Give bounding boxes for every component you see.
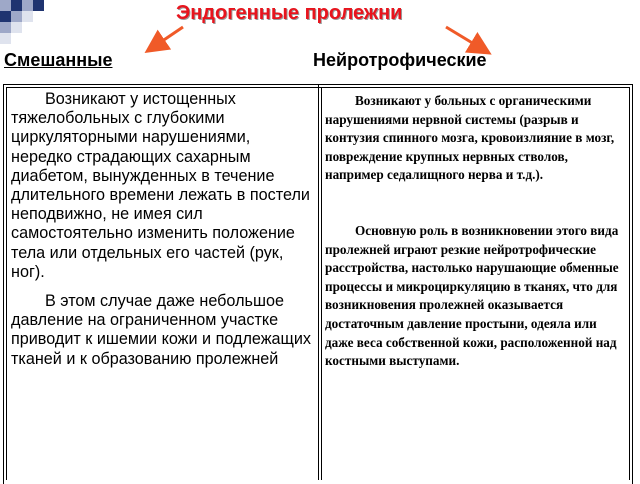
column-divider-inner: [321, 87, 322, 480]
arrow-right-icon: [446, 27, 484, 50]
column-mixed-text: [11, 90, 311, 369]
table-inner-border-right: [629, 87, 630, 480]
arrow-left-icon: [152, 27, 183, 48]
table-inner-border-left: [6, 87, 7, 480]
decorative-squares: [0, 0, 60, 40]
header-mixed: Смешанные: [4, 50, 113, 70]
column-divider: [318, 84, 319, 480]
header-neurotrophic: Нейротрофические: [313, 50, 487, 70]
paragraph: В этом случае даже небольшое давление на ограниченном участке приводит к ишемии кожи и подлежащих тканей и к образованию пролежней: [11, 292, 311, 368]
column-neurotrophic-text: [325, 92, 625, 371]
page-title: Эндогенные пролежни: [176, 2, 403, 24]
paragraph: Возникают у истощенных тяжелобольных с глубокими циркуляторными нарушениями, нередко страдающих сахарным диабетом, вынужденных в течение длительного времени лежать в постели неподвижно, не имея сил самостоятельно изменить положение тела или отдельных его частей (рук, ног).: [11, 90, 310, 281]
paragraph: Основную роль в возникновении этого вида пролежней играют резкие нейротрофические расстройства, настолько нарушающие обменные процессы и микроциркуляцию в тканях, что для возникновения пролежней оказывается достаточным давление простыни, одеяла или даже веса собственной кожи, расположенной над костными выступами.: [325, 222, 619, 369]
paragraph: Возникают у больных с органическими нарушениями нервной системы (разрыв и контузия спинного мозга, кровоизлияние в мозг, повреждение крупных нервных стволов, например седалищного нерва и т.д.).: [325, 93, 615, 183]
